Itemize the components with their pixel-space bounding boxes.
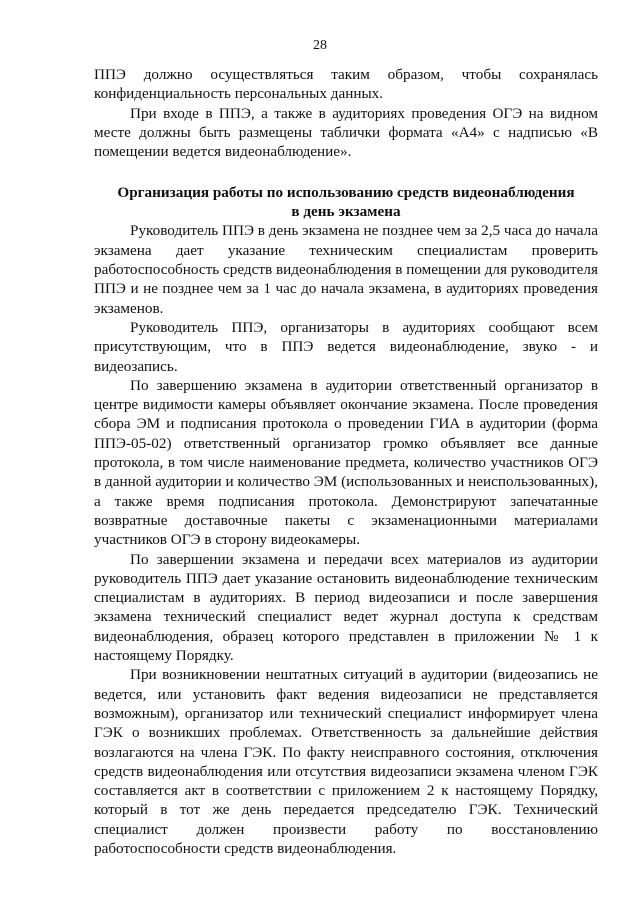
paragraph-signage: При входе в ППЭ, а также в аудиториях проведения ОГЭ на видном месте должны быть размещены таблички формата «А4» с надписью «В помещении ведется видеонаблюдение».: [94, 104, 598, 161]
section-heading-line-1: Организация работы по использованию средств видеонаблюдения: [117, 184, 575, 202]
section-heading: [94, 183, 598, 221]
document-body: [94, 65, 598, 858]
section-heading-line-2: в день экзамена: [291, 203, 401, 221]
paragraph-announcement: Руководитель ППЭ, организаторы в аудиториях сообщают всем присутствующим, что в ППЭ ведется видеонаблюдение, звуко - и видеозапись.: [94, 318, 598, 375]
paragraph-confidentiality: ППЭ должно осуществляться таким образом, чтобы сохранялась конфиденциальность персональных данных.: [94, 66, 598, 103]
paragraph-stop-recording: По завершении экзамена и передачи всех материалов из аудитории руководитель ППЭ дает указание остановить видеонаблюдение техническим специалистам в аудиториях. В период видеозаписи и после завершения экзамена технический специалист ведет журнал доступа к средствам видеонаблюдения, образец которого представлен в приложении № 1 к настоящему Порядку.: [94, 550, 598, 665]
paragraph-exam-completion: По завершению экзамена в аудитории ответственный организатор в центре видимости камеры объявляет окончание экзамена. После проведения сбора ЭМ и подписания протокола о проведении ГИА в аудитории (форма ППЭ-05-02) ответственный организатор громко объявляет все данные протокола, в том числе наименование предмета, количество участников ОГЭ в данной аудитории и количество ЭМ (использованных и неиспользованных), а также время подписания протокола. Демонстрируют запечатанные возвратные доставочные пакеты с экзаменационными материалами участников ОГЭ в сторону видеокамеры.: [94, 376, 598, 549]
page-number: 28: [313, 38, 327, 53]
paragraph-emergency-situations: При возникновении нештатных ситуаций в аудитории (видеозапись не ведется, или установить факт ведения видеозаписи не представляется возможным), организатор или технический специалист информирует члена ГЭК о возникших проблемах. Ответственность за дальнейшие действия возлагаются на члена ГЭК. По факту неисправного состояния, отключения средств видеонаблюдения или отсутствия видеозаписи экзамена членом ГЭК составляется акт в соответствии с приложением 2 к настоящему Порядку, который в тот же день передается председателю ГЭК. Технический специалист должен произвести работу по восстановлению работоспособности средств видеонаблюдения.: [94, 666, 598, 857]
paragraph-equipment-check: Руководитель ППЭ в день экзамена не позднее чем за 2,5 часа до начала экзамена дает указание техническим специалистам проверить работоспособность средств видеонаблюдения в помещении для руководителя ППЭ и не позднее чем за 1 час до начала экзамена, в аудиториях проведения экзаменов.: [94, 222, 598, 317]
